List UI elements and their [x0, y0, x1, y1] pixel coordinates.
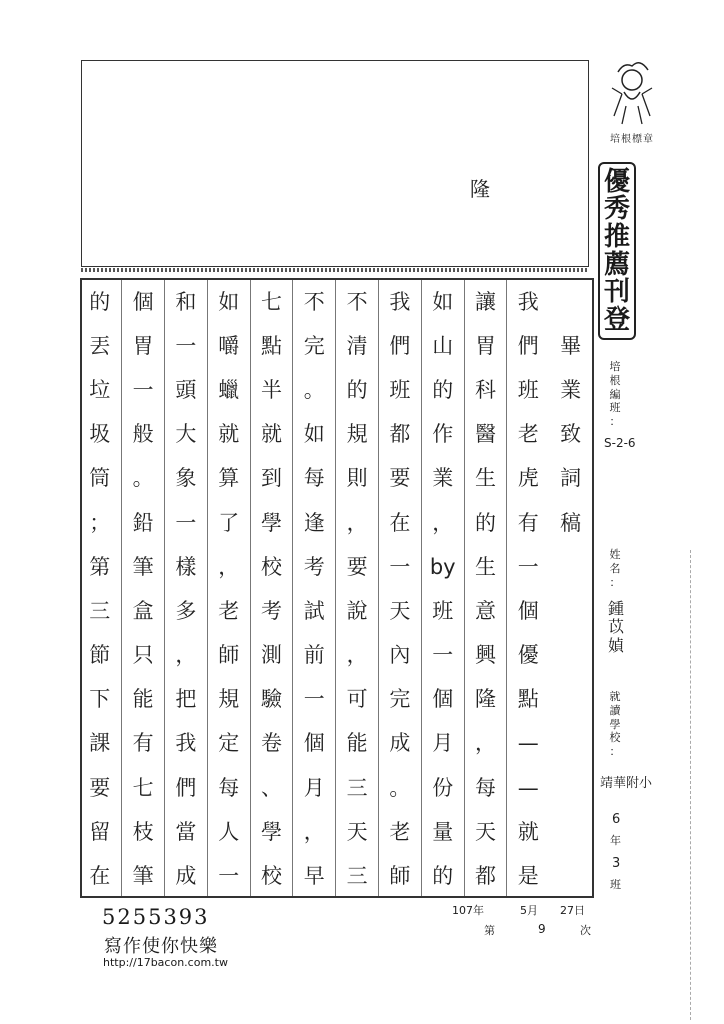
manuscript-cell	[549, 854, 592, 898]
manuscript-cell: 我	[389, 289, 411, 314]
manuscript-cell: 班	[389, 377, 411, 402]
manuscript-cell: 下	[89, 687, 111, 712]
name-label	[604, 548, 626, 589]
label-char: ：	[609, 575, 621, 589]
manuscript-cell: 校	[260, 554, 282, 579]
manuscript-cell: 月	[303, 775, 325, 800]
manuscript-cell: 留	[89, 819, 111, 844]
manuscript-cell: 的	[89, 289, 111, 314]
manuscript-cell: 師	[389, 864, 411, 889]
year-unit: 年	[473, 904, 484, 917]
manuscript-cell: 節	[89, 643, 111, 668]
manuscript-columns	[82, 280, 592, 896]
teacher-comment-text: 隆	[470, 177, 490, 201]
manuscript-cell: 班	[432, 598, 454, 623]
teacher-comment-box	[81, 60, 589, 267]
recommend-char: 薦	[603, 249, 630, 280]
manuscript-cell: 胃	[474, 333, 496, 358]
school-label	[604, 690, 626, 759]
manuscript-cell: 生	[474, 466, 496, 491]
manuscript-cell: 讓	[474, 289, 496, 314]
manuscript-cell: 人	[218, 819, 240, 844]
manuscript-cell: 就	[517, 819, 539, 844]
manuscript-cell	[549, 589, 592, 633]
manuscript-cell: 醫	[474, 422, 496, 447]
manuscript-cell: 致	[560, 422, 582, 447]
label-char: 校	[609, 731, 621, 745]
manuscript-cell: 內	[389, 643, 411, 668]
recommend-char: 推	[603, 222, 630, 253]
manuscript-cell: ，	[346, 643, 368, 668]
manuscript-cell: 天	[389, 598, 411, 623]
manuscript-cell: 大	[175, 422, 197, 447]
manuscript-cell: 個	[132, 289, 154, 314]
manuscript-cell: 意	[474, 598, 496, 623]
manuscript-cell: 業	[560, 377, 582, 402]
manuscript-cell: 如	[432, 289, 454, 314]
manuscript-cell: 樣	[175, 554, 197, 579]
manuscript-cell: 算	[218, 466, 240, 491]
manuscript-cell: 頭	[175, 377, 197, 402]
month-value: 5	[520, 904, 527, 917]
manuscript-cell: 學	[260, 819, 282, 844]
manuscript-cell: 生	[474, 554, 496, 579]
class-unit: 班	[610, 878, 621, 891]
date-month	[520, 902, 538, 918]
manuscript-cell: 。	[389, 775, 411, 800]
manuscript-cell: —	[517, 731, 539, 756]
manuscript-cell: by	[429, 554, 456, 579]
manuscript-cell: 作	[432, 422, 454, 447]
manuscript-cell: 點	[260, 333, 282, 358]
recommend-char: 登	[603, 305, 630, 336]
manuscript-cell: 隆	[474, 687, 496, 712]
manuscript-cell: 班	[517, 377, 539, 402]
manuscript-cell: 山	[432, 333, 454, 358]
manuscript-cell: ；	[89, 510, 111, 535]
manuscript-column	[464, 280, 507, 896]
manuscript-cell: 們	[389, 333, 411, 358]
year-value: 107	[452, 904, 473, 917]
manuscript-cell	[549, 810, 592, 854]
manuscript-cell: 天	[474, 819, 496, 844]
footer-url: http://17bacon.com.tw	[103, 956, 228, 969]
manuscript-cell: 能	[132, 687, 154, 712]
manuscript-cell: 當	[175, 819, 197, 844]
label-char: 名	[609, 561, 621, 575]
manuscript-column	[335, 280, 378, 896]
manuscript-cell: 半	[260, 377, 282, 402]
manuscript-cell: 的	[474, 510, 496, 535]
manuscript-cell: 不	[346, 289, 368, 314]
manuscript-cell	[549, 722, 592, 766]
manuscript-cell: 規	[346, 422, 368, 447]
manuscript-cell: 定	[218, 731, 240, 756]
manuscript-column	[164, 280, 207, 896]
manuscript-cell: 學	[260, 510, 282, 535]
manuscript-cell: 份	[432, 775, 454, 800]
manuscript-cell	[549, 545, 592, 589]
manuscript-cell: 嚼	[218, 333, 240, 358]
manuscript-cell: 就	[218, 422, 240, 447]
manuscript-cell: ，	[175, 643, 197, 668]
manuscript-cell: 要	[346, 554, 368, 579]
date-day	[560, 902, 585, 918]
label-char: 讀	[609, 703, 621, 717]
manuscript-cell: 成	[389, 731, 411, 756]
recommend-char: 刊	[603, 277, 630, 308]
manuscript-cell: 在	[89, 864, 111, 889]
manuscript-cell: 個	[432, 687, 454, 712]
manuscript-cell: 規	[218, 687, 240, 712]
manuscript-cell: 個	[517, 598, 539, 623]
recommend-char: 秀	[603, 194, 630, 225]
manuscript-cell: 月	[432, 731, 454, 756]
manuscript-cell: 在	[389, 510, 411, 535]
manuscript-cell	[549, 280, 592, 324]
manuscript-cell: 一	[303, 687, 325, 712]
manuscript-column	[421, 280, 464, 896]
logo-label: 培根標章	[610, 134, 654, 145]
date-year	[452, 902, 484, 918]
manuscript-cell	[549, 766, 592, 810]
manuscript-cell: 驗	[260, 687, 282, 712]
manuscript-cell: 象	[175, 466, 197, 491]
manuscript-cell: 試	[303, 598, 325, 623]
manuscript-cell: 有	[517, 510, 539, 535]
manuscript-cell: 每	[218, 775, 240, 800]
manuscript-grid	[80, 278, 594, 898]
manuscript-cell: 要	[89, 775, 111, 800]
manuscript-cell: 有	[132, 731, 154, 756]
label-char: 根	[609, 373, 621, 387]
manuscript-cell: 盒	[132, 598, 154, 623]
manuscript-cell: 、	[260, 775, 282, 800]
recommend-char: 優	[603, 166, 630, 197]
class-id-label	[604, 360, 626, 429]
manuscript-cell: 考	[260, 598, 282, 623]
manuscript-column	[207, 280, 250, 896]
manuscript-cell: 。	[303, 377, 325, 402]
manuscript-cell	[549, 678, 592, 722]
manuscript-cell: 校	[260, 864, 282, 889]
manuscript-cell: 完	[303, 333, 325, 358]
recommend-stamp	[598, 162, 636, 340]
manuscript-cell: ，	[303, 819, 325, 844]
manuscript-cell: 課	[89, 731, 111, 756]
manuscript-cell: 我	[175, 731, 197, 756]
manuscript-cell: 說	[346, 598, 368, 623]
manuscript-cell: 七	[132, 775, 154, 800]
manuscript-cell: 虎	[517, 466, 539, 491]
manuscript-cell: 圾	[89, 422, 111, 447]
manuscript-cell: 丟	[89, 333, 111, 358]
grade-unit: 年	[610, 834, 621, 847]
session-unit: 次	[580, 924, 591, 937]
manuscript-cell: 每	[474, 775, 496, 800]
manuscript-cell: 測	[260, 643, 282, 668]
manuscript-column	[250, 280, 293, 896]
manuscript-cell: 能	[346, 731, 368, 756]
manuscript-cell: 優	[517, 643, 539, 668]
manuscript-cell: —	[517, 775, 539, 800]
manuscript-cell: 蠟	[218, 377, 240, 402]
manuscript-cell: 一	[389, 554, 411, 579]
day-unit: 日	[574, 904, 585, 917]
manuscript-cell: 第	[89, 554, 111, 579]
manuscript-cell: 如	[218, 289, 240, 314]
label-char: 學	[609, 717, 621, 731]
manuscript-cell: 枝	[132, 819, 154, 844]
manuscript-cell: 畢	[560, 333, 582, 358]
manuscript-cell: 稿	[560, 510, 582, 535]
manuscript-cell: 七	[260, 289, 282, 314]
manuscript-cell: 到	[260, 466, 282, 491]
manuscript-cell: 老	[218, 598, 240, 623]
manuscript-cell: 早	[303, 864, 325, 889]
manuscript-cell: 天	[346, 819, 368, 844]
manuscript-cell: 三	[346, 775, 368, 800]
manuscript-cell: 只	[132, 643, 154, 668]
manuscript-cell: 鉛	[132, 510, 154, 535]
manuscript-cell: 科	[474, 377, 496, 402]
manuscript-cell: 詞	[560, 466, 582, 491]
manuscript-cell: 我	[517, 289, 539, 314]
manuscript-cell: 師	[218, 643, 240, 668]
manuscript-cell: 筆	[132, 864, 154, 889]
manuscript-cell: 了	[218, 510, 240, 535]
manuscript-cell: 把	[175, 687, 197, 712]
manuscript-cell: 卷	[260, 731, 282, 756]
manuscript-cell: 一	[218, 864, 240, 889]
manuscript-cell: 三	[89, 598, 111, 623]
label-char: 就	[609, 690, 621, 703]
manuscript-cell: 的	[346, 377, 368, 402]
manuscript-column	[378, 280, 421, 896]
class-value: 3	[612, 856, 621, 871]
manuscript-cell: 垃	[89, 377, 111, 402]
manuscript-cell: ，	[346, 510, 368, 535]
session-prefix: 第	[484, 924, 495, 937]
manuscript-cell: 量	[432, 819, 454, 844]
manuscript-cell: 個	[303, 731, 325, 756]
month-unit: 月	[527, 904, 538, 917]
bacon-mascot-logo	[604, 58, 660, 128]
manuscript-cell: 們	[517, 333, 539, 358]
manuscript-cell: 多	[175, 598, 197, 623]
manuscript-cell: 三	[346, 864, 368, 889]
manuscript-cell	[549, 634, 592, 678]
manuscript-cell: 的	[432, 377, 454, 402]
manuscript-cell: 都	[389, 422, 411, 447]
name-value	[608, 600, 628, 655]
manuscript-cell: 老	[517, 422, 539, 447]
manuscript-cell: 完	[389, 687, 411, 712]
manuscript-cell: 一	[432, 643, 454, 668]
manuscript-cell: 成	[175, 864, 197, 889]
manuscript-cell: 都	[474, 864, 496, 889]
page-fold-line	[690, 550, 697, 1020]
day-value: 27	[560, 904, 574, 917]
manuscript-column	[506, 280, 549, 896]
label-char: 班	[609, 401, 621, 415]
manuscript-cell: 和	[175, 289, 197, 314]
manuscript-cell: 則	[346, 466, 368, 491]
manuscript-cell: 每	[303, 466, 325, 491]
manuscript-cell: 一	[175, 333, 197, 358]
manuscript-cell: 一	[132, 377, 154, 402]
manuscript-column	[549, 280, 592, 896]
label-char: ：	[609, 415, 621, 428]
name-char: 媜	[608, 635, 625, 655]
manuscript-cell: ，	[218, 554, 240, 579]
comment-box-shadow	[81, 268, 589, 272]
manuscript-cell: 胃	[132, 333, 154, 358]
label-char: 編	[609, 387, 621, 401]
manuscript-cell: 筒	[89, 466, 111, 491]
manuscript-cell: 逢	[303, 510, 325, 535]
manuscript-cell: 業	[432, 466, 454, 491]
manuscript-cell: 前	[303, 643, 325, 668]
label-char: 培	[609, 360, 621, 373]
manuscript-cell: ，	[432, 510, 454, 535]
manuscript-cell: 可	[346, 687, 368, 712]
manuscript-cell: 們	[175, 775, 197, 800]
label-char: ：	[609, 745, 621, 758]
manuscript-cell: 要	[389, 466, 411, 491]
manuscript-cell: 考	[303, 554, 325, 579]
manuscript-cell: 筆	[132, 554, 154, 579]
manuscript-cell: 點	[517, 687, 539, 712]
manuscript-column	[78, 280, 121, 896]
footer-phone: 5255393	[102, 905, 210, 929]
name-char: 苡	[608, 617, 625, 637]
manuscript-cell: 如	[303, 422, 325, 447]
footer-slogan: 寫作使你快樂	[104, 936, 218, 957]
manuscript-cell: 是	[517, 864, 539, 889]
manuscript-cell: 清	[346, 333, 368, 358]
grade-value: 6	[612, 812, 621, 827]
class-id-value: S-2-6	[604, 436, 636, 450]
manuscript-cell: 就	[260, 422, 282, 447]
manuscript-cell: 。	[132, 466, 154, 491]
manuscript-cell: ，	[474, 731, 496, 756]
session-value: 9	[538, 922, 546, 936]
label-char: 姓	[609, 548, 621, 561]
name-char: 鍾	[608, 599, 625, 618]
manuscript-cell: 老	[389, 819, 411, 844]
manuscript-column	[121, 280, 164, 896]
manuscript-cell: 興	[474, 643, 496, 668]
manuscript-cell: 的	[432, 864, 454, 889]
manuscript-cell: 一	[517, 554, 539, 579]
manuscript-cell: 不	[303, 289, 325, 314]
school-value: 靖華附小	[600, 776, 653, 791]
manuscript-cell: 一	[175, 510, 197, 535]
manuscript-column	[292, 280, 335, 896]
manuscript-cell: 般	[132, 422, 154, 447]
